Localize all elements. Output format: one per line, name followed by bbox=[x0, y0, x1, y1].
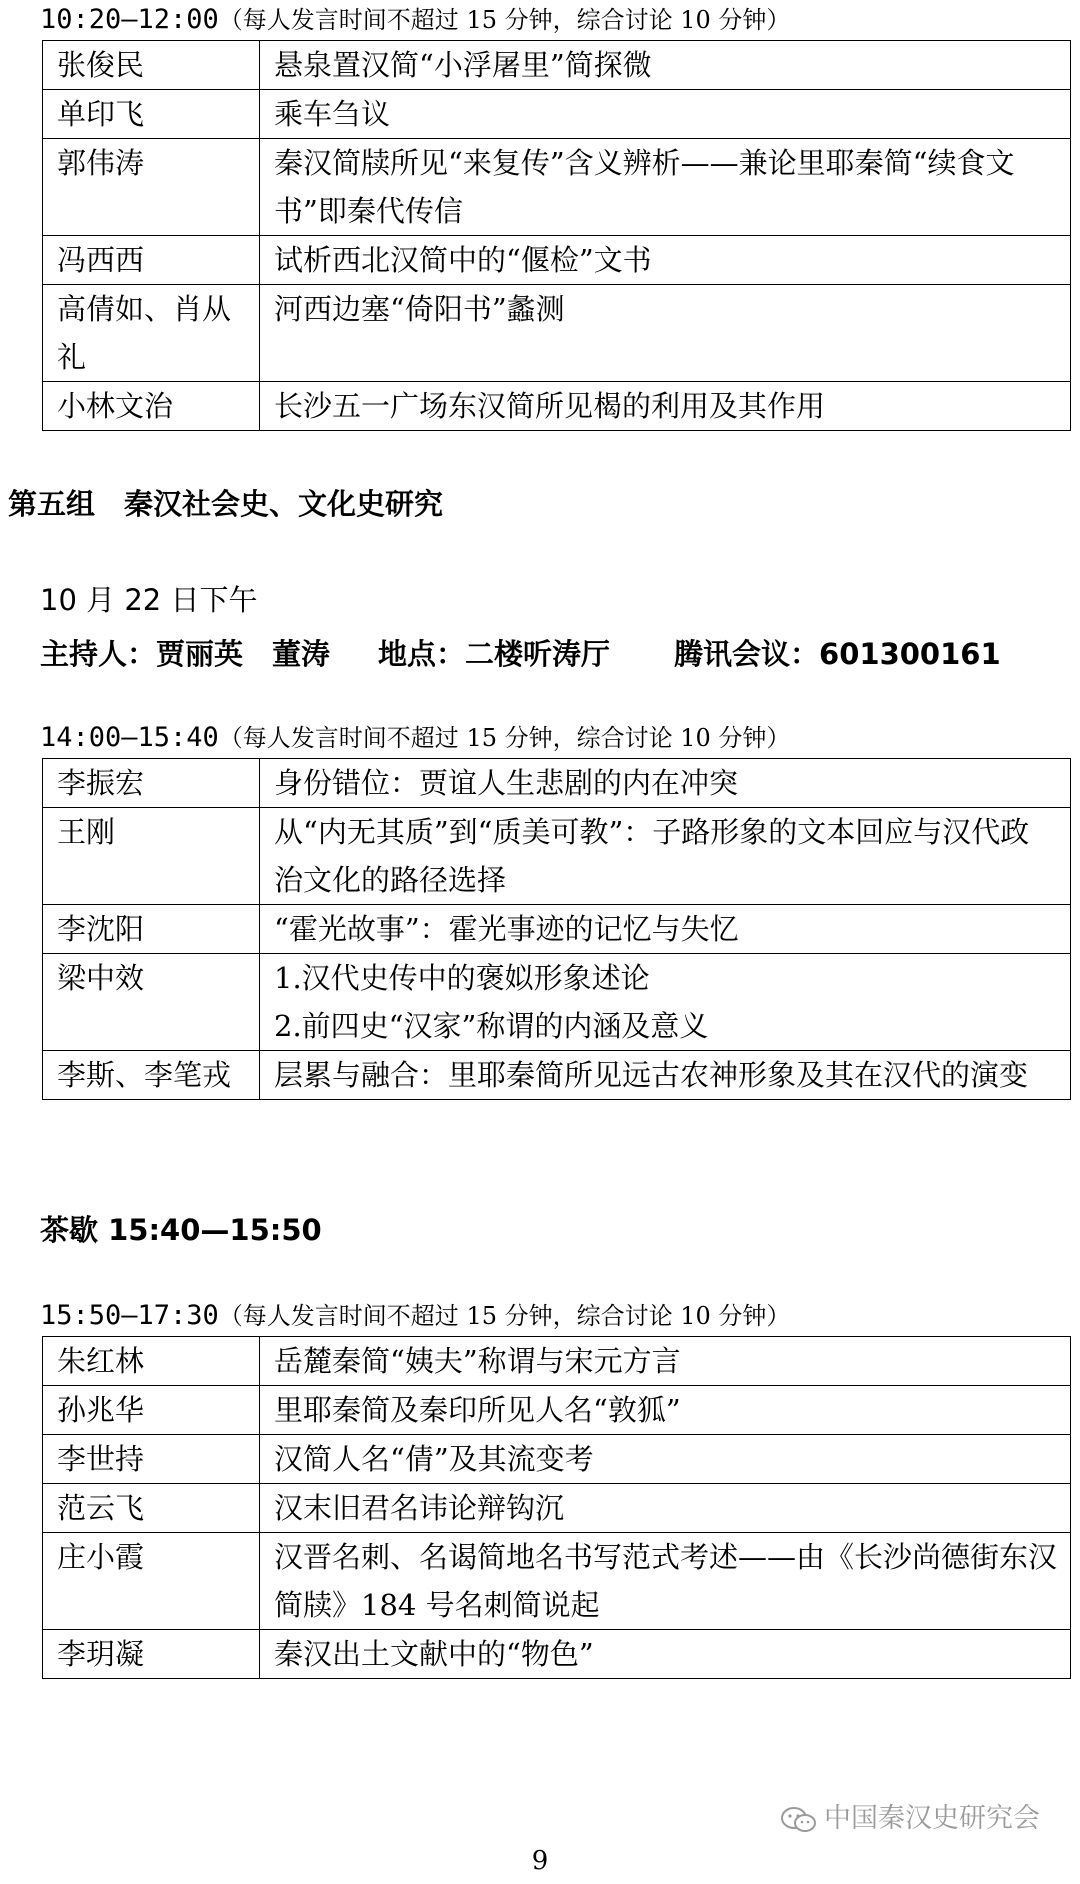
host-label: 主持人：贾丽英 董涛 bbox=[40, 637, 331, 671]
table-row bbox=[43, 808, 1071, 905]
talk-title: 从“内无其质”到“质美可教”：子路形象的文本回应与汉代政治文化的路径选择 bbox=[260, 808, 1071, 905]
table-row bbox=[43, 90, 1071, 139]
session-1-table bbox=[42, 40, 1071, 431]
talk-title: 里耶秦简及秦印所见人名“敦狐” bbox=[260, 1386, 1071, 1435]
place-label: 地点：二楼听涛厅 bbox=[378, 637, 611, 671]
speaker-name: 庄小霞 bbox=[43, 1533, 260, 1630]
session-note: （每人发言时间不超过 15 分钟，综合讨论 10 分钟） bbox=[218, 724, 791, 752]
talk-title: 层累与融合：里耶秦简所见远古农神形象及其在汉代的演变 bbox=[260, 1051, 1071, 1100]
speaker-name: 单印飞 bbox=[43, 90, 260, 139]
wechat-icon bbox=[780, 1806, 818, 1834]
session-note: （每人发言时间不超过 15 分钟，综合讨论 10 分钟） bbox=[218, 1302, 791, 1330]
table-row bbox=[43, 954, 1071, 1051]
speaker-name: 张俊民 bbox=[43, 41, 260, 90]
session-time: 14:00—15:40 bbox=[40, 722, 219, 753]
session-2-table bbox=[42, 758, 1071, 1100]
talk-title: 汉末旧君名讳论辩钩沉 bbox=[260, 1484, 1071, 1533]
session-time: 15:50—17:30 bbox=[40, 1300, 219, 1331]
speaker-name: 李振宏 bbox=[43, 759, 260, 808]
speaker-name: 高倩如、肖从礼 bbox=[43, 285, 260, 382]
talk-title: 岳麓秦简“姨夫”称谓与宋元方言 bbox=[260, 1337, 1071, 1386]
session-3-time-header bbox=[40, 1300, 790, 1332]
table-row bbox=[43, 236, 1071, 285]
table-row bbox=[43, 1337, 1071, 1386]
table-row bbox=[43, 1484, 1071, 1533]
table-row bbox=[43, 1386, 1071, 1435]
speaker-name: 李世持 bbox=[43, 1435, 260, 1484]
talk-title: 汉晋名刺、名谒简地名书写范式考述——由《长沙尚德街东汉简牍》184 号名刺简说起 bbox=[260, 1533, 1071, 1630]
table-row bbox=[43, 1630, 1071, 1679]
session-time: 10:20—12:00 bbox=[40, 4, 219, 35]
watermark-text: 中国秦汉史研究会 bbox=[824, 1803, 1040, 1834]
talk-title: 身份错位：贾谊人生悲剧的内在冲突 bbox=[260, 759, 1071, 808]
table-row bbox=[43, 1051, 1071, 1100]
talk-title: 悬泉置汉简“小浮屠里”简探微 bbox=[260, 41, 1071, 90]
page-number: 9 bbox=[531, 1846, 549, 1876]
speaker-name: 朱红林 bbox=[43, 1337, 260, 1386]
talk-title: 1.汉代史传中的褒姒形象述论 2.前四史“汉家”称谓的内涵及意义 bbox=[260, 954, 1071, 1051]
tea-break: 茶歇 15:40—15:50 bbox=[40, 1213, 322, 1247]
table-row bbox=[43, 139, 1071, 236]
talk-title: 河西边塞“倚阳书”蠡测 bbox=[260, 285, 1071, 382]
talk-title: 汉简人名“倩”及其流变考 bbox=[260, 1435, 1071, 1484]
talk-title: 乘车刍议 bbox=[260, 90, 1071, 139]
session-note: （每人发言时间不超过 15 分钟，综合讨论 10 分钟） bbox=[218, 6, 791, 34]
session-3-table bbox=[42, 1336, 1071, 1679]
meeting-label: 腾讯会议：601300161 bbox=[674, 637, 1001, 671]
speaker-name: 孙兆华 bbox=[43, 1386, 260, 1435]
table-row bbox=[43, 1435, 1071, 1484]
speaker-name: 郭伟涛 bbox=[43, 139, 260, 236]
table-row bbox=[43, 1533, 1071, 1630]
session-1-time-header bbox=[40, 4, 790, 36]
table-row bbox=[43, 905, 1071, 954]
speaker-name: 王刚 bbox=[43, 808, 260, 905]
session-2-time-header bbox=[40, 722, 790, 754]
host-info bbox=[40, 632, 1001, 673]
table-row bbox=[43, 382, 1071, 431]
table-row bbox=[43, 759, 1071, 808]
talk-title: 长沙五一广场东汉简所见楬的利用及其作用 bbox=[260, 382, 1071, 431]
talk-title: 秦汉出土文献中的“物色” bbox=[260, 1630, 1071, 1679]
speaker-name: 李沈阳 bbox=[43, 905, 260, 954]
table-row bbox=[43, 41, 1071, 90]
speaker-name: 小林文治 bbox=[43, 382, 260, 431]
speaker-name: 梁中效 bbox=[43, 954, 260, 1051]
session-date: 10 月 22 日下午 bbox=[40, 583, 258, 617]
speaker-name: 李斯、李笔戎 bbox=[43, 1051, 260, 1100]
watermark bbox=[780, 1796, 1040, 1835]
speaker-name: 范云飞 bbox=[43, 1484, 260, 1533]
talk-title: “霍光故事”：霍光事迹的记忆与失忆 bbox=[260, 905, 1071, 954]
talk-title: 秦汉简牍所见“来复传”含义辨析——兼论里耶秦简“续食文书”即秦代传信 bbox=[260, 139, 1071, 236]
talk-title: 试析西北汉简中的“偃检”文书 bbox=[260, 236, 1071, 285]
section-title: 第五组 秦汉社会史、文化史研究 bbox=[8, 487, 444, 521]
speaker-name: 李玥凝 bbox=[43, 1630, 260, 1679]
speaker-name: 冯西西 bbox=[43, 236, 260, 285]
table-row bbox=[43, 285, 1071, 382]
